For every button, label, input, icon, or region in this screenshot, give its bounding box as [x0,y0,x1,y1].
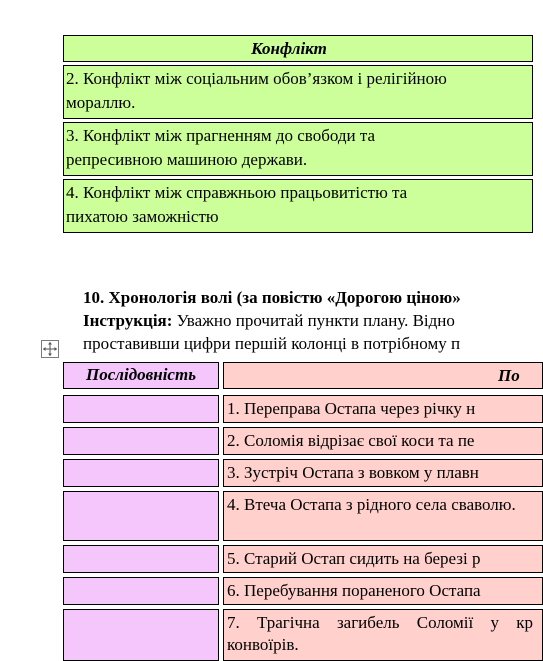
conflict-row [63,65,533,119]
task-instruction [83,309,543,332]
conflict-table-header: Конфлікт [63,35,533,62]
conflict-row [63,122,533,176]
sequence-number-cell[interactable] [63,609,219,661]
conflict-row-line: 2. Конфлікт між соціальним обов’язком і релігійною [66,69,447,88]
task-instruction-line: проставивши цифри першій колонці в потрібному п [83,334,461,353]
sequence-number-cell[interactable] [63,395,219,423]
conflict-row-line: мораллю. [66,93,136,112]
task-title: 10. Хронологія волі (за повістю «Дорогою ціною» [83,288,461,307]
sequence-event-cell: 6. Перебування пораненого Остапа [223,577,543,605]
table-move-handle-icon[interactable] [41,340,59,358]
conflict-table [63,35,533,236]
sequence-number-cell[interactable] [63,459,219,487]
instruction-text: Уважно прочитай пункти плану. Відно [172,311,455,330]
sequence-number-cell[interactable] [63,491,219,541]
sequence-event-cell: 5. Старий Остап сидить на березі р [223,545,543,573]
conflict-row [63,179,533,233]
sequence-number-cell[interactable] [63,545,219,573]
sequence-event-cell: 1. Переправа Остапа через річку н [223,395,543,423]
sequence-header-right: По [223,362,543,389]
conflict-row-line: 4. Конфлікт між справжньою працьовитістю та [66,183,408,202]
sequence-event-cell [223,491,543,541]
conflict-row-line: пихатою заможністю [66,207,219,226]
sequence-number-cell[interactable] [63,577,219,605]
sequence-event-cell: 3. Зустріч Остапа з вовком у плавн [223,459,543,487]
instruction-label: Інструкція: [83,311,173,330]
conflict-row-line: 3. Конфлікт між прагненням до свободи та [66,126,376,145]
sequence-event-cell [223,609,543,661]
sequence-number-cell[interactable] [63,427,219,455]
conflict-row-line: репресивною машиною держави. [66,150,308,169]
sequence-header-left: Послідовність [63,362,219,389]
task-block [83,286,543,355]
sequence-event-text: 4. Втеча Остапа з рідного села сваволю. [227,495,516,514]
sequence-event-cell: 2. Соломія відрізає свої коси та пе [223,427,543,455]
sequence-event-text: 7. Трагічна загибель Соломії у кр конвоїрів. [227,613,533,654]
